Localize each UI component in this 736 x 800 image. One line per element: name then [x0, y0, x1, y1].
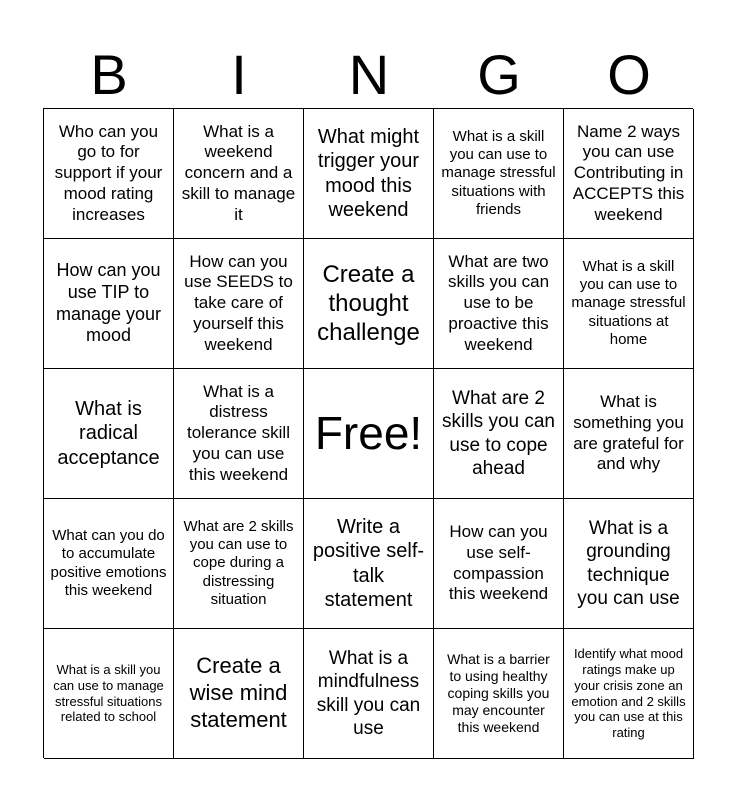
cell-text: What is a distress tolerance skill you can use this weekend	[187, 381, 290, 484]
bingo-cell-r4c5[interactable]	[564, 499, 694, 629]
cell-text: Name 2 ways you can use Contributing in ACCEPTS this weekend	[572, 121, 685, 224]
bingo-board	[43, 108, 693, 758]
bingo-cell-r4c2[interactable]	[174, 499, 304, 629]
bingo-cell-r1c4[interactable]	[434, 109, 564, 239]
bingo-cell-r4c4[interactable]	[434, 499, 564, 629]
bingo-cell-r3c3-free[interactable]	[304, 369, 434, 499]
cell-text: Write a positive self-talk statement	[312, 515, 425, 611]
bingo-cell-r3c1[interactable]	[44, 369, 174, 499]
cell-text: What might trigger your mood this weekend	[317, 125, 420, 221]
bingo-cell-r3c5[interactable]	[564, 369, 694, 499]
free-space-text: Free!	[314, 407, 423, 460]
cell-text: How can you use SEEDS to take care of yourself this weekend	[184, 251, 293, 354]
cell-text: Who can you go to for support if your mood rating increases	[54, 121, 163, 224]
bingo-cell-r5c1[interactable]	[44, 629, 174, 759]
cell-text: What is a mindfulness skill you can use	[316, 648, 421, 739]
cell-text: What is a skill you can use to manage stressful situations related to school	[53, 661, 164, 725]
bingo-cell-r1c2[interactable]	[174, 109, 304, 239]
bingo-cell-r4c3[interactable]	[304, 499, 434, 629]
cell-text: Create a wise mind statement	[189, 653, 288, 732]
cell-text: What are 2 skills you can use to cope ahead	[442, 388, 555, 479]
cell-text: What is something you are grateful for and why	[573, 392, 684, 474]
cell-text: Identify what mood ratings make up your crisis zone an emotion and 2 skills you can use at this rating	[571, 645, 686, 741]
cell-text: What are 2 skills you can use to cope during a distressing situation	[183, 517, 294, 608]
bingo-cell-r2c4[interactable]	[434, 239, 564, 369]
header-letter-n: N	[348, 43, 390, 106]
cell-text: What are two skills you can use to be proactive this weekend	[447, 251, 550, 354]
bingo-cell-r2c5[interactable]	[564, 239, 694, 369]
bingo-cell-r1c5[interactable]	[564, 109, 694, 239]
bingo-cell-r3c4[interactable]	[434, 369, 564, 499]
cell-text: What is a weekend concern and a skill to manage it	[181, 121, 296, 224]
bingo-cell-r1c1[interactable]	[44, 109, 174, 239]
header-letter-i: I	[231, 43, 247, 106]
bingo-cell-r5c2[interactable]	[174, 629, 304, 759]
cell-text: What is a skill you can use to manage stressful situations with friends	[441, 127, 556, 218]
bingo-cell-r4c1[interactable]	[44, 499, 174, 629]
bingo-cell-r5c3[interactable]	[304, 629, 434, 759]
header-letter-b: B	[90, 43, 128, 106]
cell-text: What can you do to accumulate positive emotions this weekend	[50, 526, 167, 599]
header-letter-o: O	[607, 43, 651, 106]
header-letter-g: G	[477, 43, 521, 106]
bingo-cell-r1c3[interactable]	[304, 109, 434, 239]
cell-text: Create a thought challenge	[317, 260, 420, 347]
bingo-cell-r2c3[interactable]	[304, 239, 434, 369]
cell-text: What is a barrier to using healthy coping skills you may encounter this weekend	[447, 650, 550, 736]
bingo-cell-r3c2[interactable]	[174, 369, 304, 499]
bingo-header	[44, 44, 694, 106]
bingo-cell-r5c4[interactable]	[434, 629, 564, 759]
bingo-cell-r2c1[interactable]	[44, 239, 174, 369]
cell-text: What is a grounding technique you can use	[577, 518, 680, 609]
cell-text: How can you use self-compassion this weekend	[448, 522, 549, 604]
cell-text: How can you use TIP to manage your mood	[55, 259, 162, 346]
cell-text: What is radical acceptance	[57, 397, 160, 469]
cell-text: What is a skill you can use to manage stressful situations at home	[571, 257, 686, 348]
bingo-cell-r5c5[interactable]	[564, 629, 694, 759]
bingo-cell-r2c2[interactable]	[174, 239, 304, 369]
